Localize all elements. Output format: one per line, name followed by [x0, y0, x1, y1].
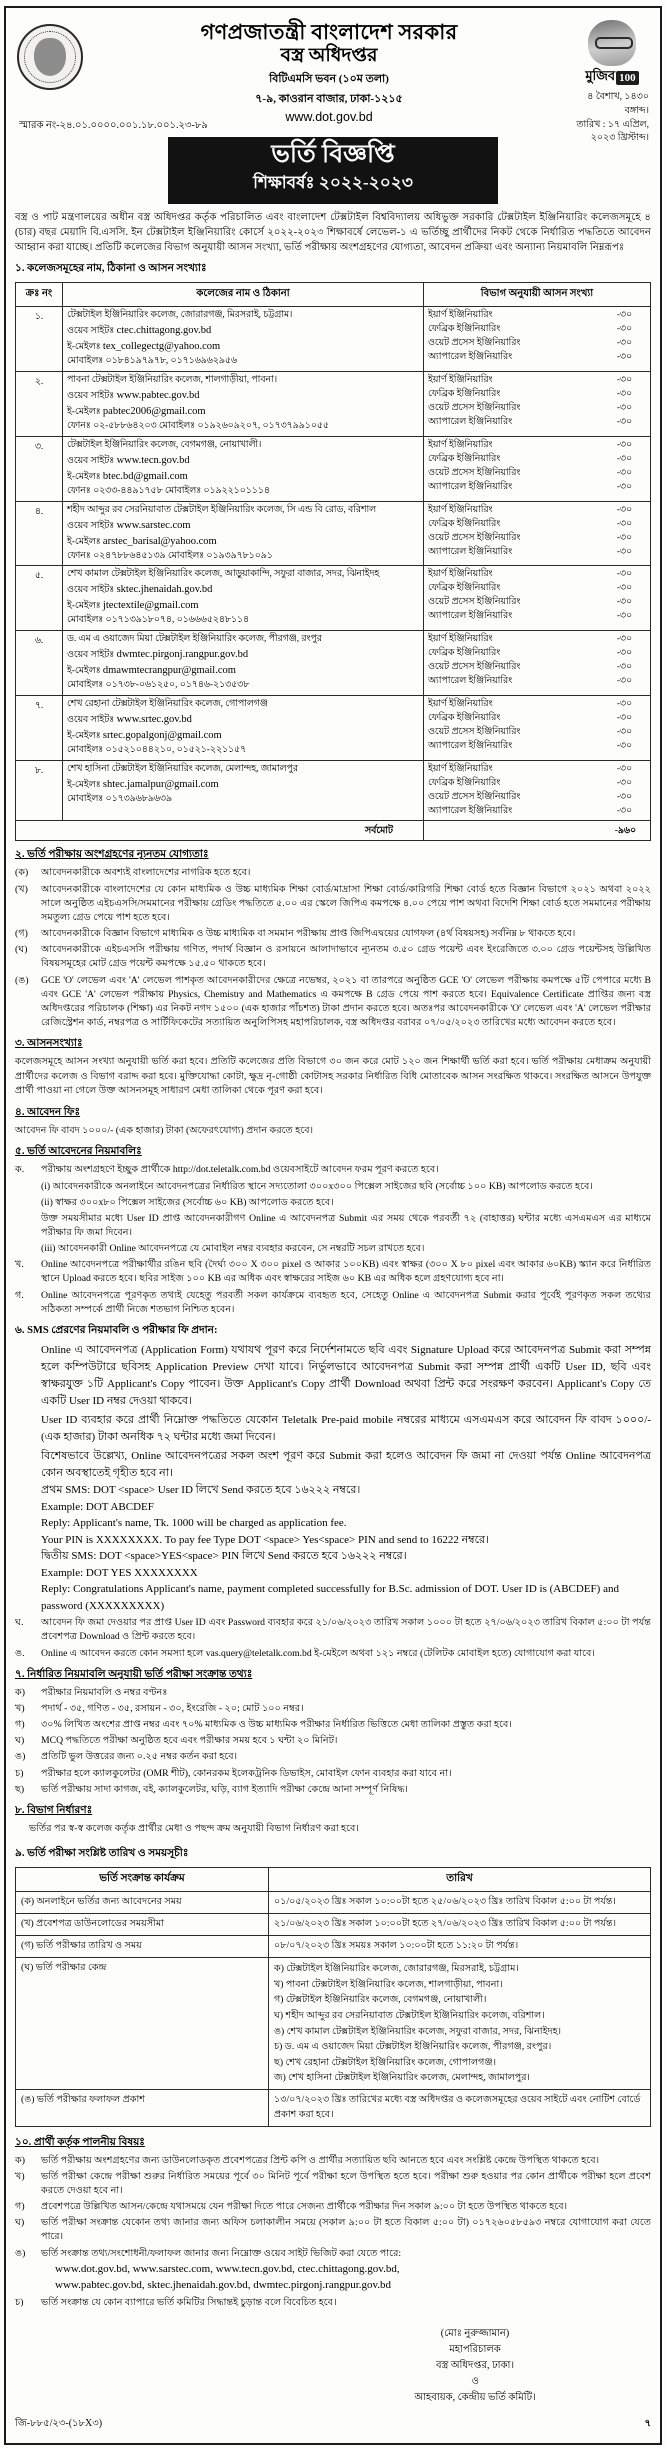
item-text: (i) আবেদনকারীকে অনলাইনে আবেদনপত্রের নির্ধারিত স্থানে সদ্যতোলা ৩০০x৩০০ পিক্সেল সাইজের ছবি (সর্বোচ্চ ১০০ KB) আপলোড করতে হবে।: [41, 1180, 593, 1192]
seat-row: ইয়ার্ণ ইঞ্জিনিয়ারিং -৩০: [428, 698, 632, 709]
sms-paragraph-2: User ID ব্যবহার করে প্রার্থী নিম্নোক্ত পদ্ধতিতে যেকোন Teletalk Pre-paid mobile নম্বরের মাধ্যমে এসএমএস করে আবেদন ফি বাবদ ১০০০/- (এক হাজার) টাকা অনধিক ৭২ ঘন্টার মধ্যে জমা দিবেন।: [41, 1414, 651, 1444]
seat-row: অ্যাপারেল ইঞ্জিনিয়ারিং -৩০: [428, 481, 632, 492]
schedule-activity: (খ) প্রবেশপত্র ডাউনলোডের সময়সীমা: [16, 1914, 269, 1936]
college-contact: মোবাইলঃ ০১৭৩৯৬৮৯৬৩৯: [67, 793, 172, 804]
list-item: [15, 1258, 651, 1286]
item-marker: ক.: [15, 1164, 25, 1176]
cell-seats: [424, 760, 651, 821]
exam-center-item: ঘ) শহীদ আব্দুর রব সেরনিয়াবাত টেক্সটাইল ইঞ্জিনিয়ারিং কলেজ, বরিশাল।: [274, 2010, 545, 2021]
item-text: GCE 'O' লেভেল এবং 'A' লেভেল পাশকৃত আবেদনকারীদের ক্ষেত্রে নভেম্বর, ২০২১ বা তারপরে অনুষ্ঠিত GCE 'O' লেভেল পরীক্ষায় কমপক্ষে ৫টি পেপারে মধ্যে B এবং GCE 'A' লেভেল পরীক্ষায় Physics, Chemistry and Mathematics এ কমপক্ষে B গ্রেড পেয়ে পাশ করতে হবে। Equivalence Certificate প্রাপ্তির জন্য বস্ত্র অধিদপ্তরের পরিচালক (শিক্ষা) এর নিকট নগদ ১৫০০ (এক হাজার পাঁচশত) টাকা প্রদান করতে হবে। অতঃপর আবেদনকারীকে 'O' লেভেল এবং 'A' লেভেল পরীক্ষার রেজিস্ট্রেশন কার্ড, নম্বরপত্র ও সার্টিফিকেটের সত্যায়িত অনুলিপিসহ মহাপরিচালক, বস্ত্র অধিদপ্তর বরাবর ০৭/০৫/২০২৩ তারিখের মধ্যে আবেদন করতে হবে।: [41, 974, 651, 1029]
item-marker: ঘ): [15, 2217, 25, 2229]
table-row: [16, 501, 651, 566]
item-text: আবেদনকারীকে এইচএসসি পরীক্ষায় গণিত, পদার্থ বিজ্ঞান ও রসায়নে আলাদাভাবে ন্যূনতম ৩.৫০ গ্রেড পয়েন্ট এবং ইংরেজিতে ৩.০০ গ্রেড পয়েন্টসহ উল্লিখিত বিষয়সমূহের মোট গ্রেড পয়েন্ট কমপক্ষে ১৫.৫০ থাকতে হবে।: [41, 944, 651, 970]
intro-paragraph: বস্ত্র ও পাট মন্ত্রণালয়ের অধীন বস্ত্র অধিদপ্তর কর্তৃক পরিচালিত এবং বাংলাদেশ টেক্সটাইল বিশ্ববিদ্যালয় অধিভুক্ত সরকারি টেক্সটাইল ইঞ্জিনিয়ারিং কলেজসমূহে ৪ (চার) বছর মেয়াদি বি.এসসি. ইন টেক্সটাইল ইঞ্জিনিয়ারিং কোর্সে ২০২২-২০২৩ শিক্ষাবর্ষে লেভেল-১ এ ভর্তিচ্ছু প্রার্থীদের নিকট থেকে নির্ধারিত পদ্ধতিতে আবেদন আহ্বান করা যাচ্ছে। প্রতিটি কলেজের বিভাগ অনুযায়ী আসন সংখ্যা, ভর্তি পরীক্ষায় অংশগ্রহণের যোগ্যতা, আবেদন প্রক্রিয়া এবং অন্যান্য নিয়মাবলি নিম্নরূপঃ: [15, 211, 651, 254]
item-text: আবেদনকারীকে বিজ্ঞান বিভাগে মাধ্যমিক ও উচ্চ মাধ্যমিক বা সমমান পরীক্ষায় প্রাপ্ত জিপিএদ্বয়ের যোগফল (৪র্থ বিষয়সহ) সর্বনিম্ন ৮ থাকতে হবে।: [41, 928, 576, 940]
seat-row: ফেব্রিক ইঞ্জিনিয়ারিং -৩০: [428, 583, 632, 594]
list-item: [15, 1734, 651, 1748]
seat-row: অ্যাপারেল ইঞ্জিনিয়ারিং -৩০: [428, 352, 632, 363]
cell-seats: [424, 501, 651, 566]
list-item: [15, 1702, 651, 1716]
college-website: ওয়েব সাইটঃ www.pabtec.gov.bd: [67, 390, 200, 402]
cell-serial: ১.: [16, 307, 63, 372]
item-marker: [15, 1242, 41, 1256]
item-marker: (গ): [15, 928, 28, 940]
item-text: পরীক্ষার হলে ক্যালকুলেটর (OMR শীট), কোনরকম ইলেকট্রনিক ডিভাইস, মোবাইল ফোন ব্যবহার করা যাবে না।: [41, 1767, 452, 1779]
item-text: (ii) স্বাক্ষর ৩০০x৮০ পিক্সেল সাইজের (সর্বোচ্চ ৬০ KB) আপলোড করতে হবে।: [41, 1196, 334, 1208]
schedule-date: ০১/০৫/২০২৩ খ্রিঃ সকাল ১০:০০টা হতে ২৫/০৬/২০২৩ খ্রিঃ তারিখ বিকাল ৫:০০ টা পর্যন্ত।: [269, 1892, 651, 1914]
signature-block: [325, 2326, 625, 2406]
total-row: [16, 821, 651, 841]
list-item: [15, 1163, 651, 1177]
college-name: ড. এম এ ওয়াজেদ মিয়া টেক্সটাইল ইঞ্জিনিয়ারিং কলেজ, পীরগঞ্জ, রংপুর: [67, 634, 322, 645]
eligibility-list: [15, 866, 651, 1030]
list-item: [15, 1750, 651, 1764]
header-text-block: [83, 18, 575, 124]
list-item: [15, 974, 651, 1031]
seat-row: ইয়ার্ণ ইঞ্জিনিয়ারিং -৩০: [428, 310, 632, 321]
section-3-text: কলেজসমূহে আসন সংখ্যা অনুযায়ী ভর্তি করা হবে। প্রতিটি কলেজের প্রতি বিভাগে ৩০ জন করে মোট ১২০ জন শিক্ষার্থী ভর্তি করা হবে। ভর্তি পরীক্ষায় মেধাক্রম অনুযায়ী প্রার্থীদের কলেজ ও বিভাগ বরাদ্দ করা হবে। মুক্তিযোদ্ধা কোটা, ক্ষুদ্র নৃ-গোষ্ঠী কোটাসহ সরকার নির্ধারিত বিধি মোতাবেক আসন সংরক্ষিত থাকবে। সংরক্ষিত আসনে উপযুক্ত প্রার্থী পাওয়া না গেলে উক্ত আসনসমূহ সাধারণ মেধা তালিকা থেকে পূরণ করা হবে।: [15, 1056, 651, 1097]
section-4-text: আবেদন ফি বাবদ ১০০০/- (এক হাজার) টাকা (অফেরৎযোগ্য) প্রদান করতে হবে।: [15, 1124, 314, 1136]
list-item: [15, 1180, 651, 1194]
list-item: [15, 943, 651, 971]
seat-row: অ্যাপারেল ইঞ্জিনিয়ারিং -৩০: [428, 611, 632, 622]
exam-center-item: ছ) শেখ রেহানা টেক্সটাইল ইঞ্জিনিয়ারিং কলেজ, গোপালগঞ্জ।: [274, 2056, 497, 2068]
sms-example-line: দ্বিতীয় SMS: DOT <space>YES<space> PIN লিখে Send করতে হবে ১৬২২২ নম্বরে।: [41, 1550, 407, 1563]
application-rules-list: [15, 1163, 651, 1317]
department-name: বস্ত্র অধিদপ্তর: [280, 45, 378, 67]
item-text: উক্ত সময়সীমার মধ্যে User ID প্রাপ্ত আবেদনকারীগণ Online এ আবেদনপত্র Submit এর সময় থেকে পরবর্তী ৭২ (বাহাত্তর) ঘন্টার মধ্যে এসএমএস এর মাধ্যমে পরীক্ষার ফি জমা দিবেন।: [41, 1212, 651, 1238]
list-item: [15, 2296, 651, 2310]
college-contact: মোবাইলঃ ০১৭১৩৯১৮০৭৪, ০১৬৬৬৫২৪৮১১৪: [67, 615, 250, 626]
cell-college-info: [63, 631, 424, 696]
table-row: [16, 436, 651, 501]
list-item: [15, 1783, 651, 1797]
col-seats: বিভাগ অনুযায়ী আসন সংখ্যা: [424, 283, 651, 307]
item-marker: ঙ): [15, 1751, 26, 1763]
notice-title-banner: [168, 137, 498, 204]
college-name: টেক্সটাইল ইঞ্জিনিয়ারিং কলেজ, বেগমগঞ্জ, নোয়াখালী।: [67, 439, 262, 450]
cell-serial: ৬.: [16, 631, 63, 696]
result-website-line-2: www.pabtec.gov.bd, sktec.jhenaidah.gov.bd, dwmtec.pirgonj.rangpur.gov.bd: [55, 2279, 392, 2292]
cell-serial: ৪.: [16, 501, 63, 566]
seat-row: ওয়েট প্রসেস ইঞ্জিনিয়ারিং -৩০: [428, 467, 632, 478]
college-website: ওয়েব সাইটঃ ctec.chittagong.gov.bd: [67, 325, 212, 337]
schedule-row: [16, 2089, 651, 2126]
seat-row: অ্যাপারেল ইঞ্জিনিয়ারিং -৩০: [428, 546, 632, 557]
table-header-row: [16, 283, 651, 307]
item-text: আবেদনকারীকে বাংলাদেশের যে কোন মাধ্যমিক ও উচ্চ মাধ্যমিক শিক্ষা বোর্ড/মাদ্রাসা শিক্ষা বোর্ড/কারিগরি শিক্ষা বোর্ড হতে বিজ্ঞান বিভাগে ২০২১ অথবা ২০২২ সালে অনুষ্ঠিত এইচএসসি/সমমানের পরীক্ষায় গ্রেডিং পদ্ধতিতে ৫.০০ এর স্কেলে জিপিএ কমপক্ষে ৪.০০ পেয়ে পাশ অথবা বিদেশি শিক্ষা বোর্ড হতে সমমানের পরীক্ষায় সমতুল্য গ্রেড পেয়ে পাশ হতে হবে।: [41, 883, 651, 923]
schedule-date: ১৩/০৭/২০২৩ খ্রিঃ তারিখের মধ্যে বস্ত্র অধিদপ্তর ও কলেজসমূহের ওয়েব সাইটে এবং নোটিশ বোর্ডে প্রকাশ করা হবে।: [269, 2089, 651, 2126]
schedule-date: ০৮/০৭/২০২৩ খ্রিঃ সময়ঃ সকাল ১০:০০টা হতে ১১:২০ টা পর্যন্ত।: [269, 1936, 651, 1958]
college-contact: ফোনঃ ০২-৫৮৮৬৪২০৩ মোবাইলঃ ০১৯২৬০৯২০৭, ০১৭৩৭৯৯১০৫৫: [67, 421, 329, 432]
exam-center-item: গ) টেক্সটাইল ইঞ্জিনিয়ারিং কলেজ, বেগমগঞ্জ, নোয়াখালী।: [274, 1994, 487, 2006]
official-website: www.dot.gov.bd: [285, 109, 373, 124]
seat-row: ওয়েট প্রসেস ইঞ্জিনিয়ারিং -৩০: [428, 791, 632, 802]
item-marker: (খ): [15, 883, 28, 895]
colleges-table: [15, 282, 651, 841]
item-text: ভর্তি পরীক্ষা কেন্দ্রে পরীক্ষা শুরুর নির্ধারিত সময়ের পূর্বে ৩০ মিনিট পূর্বে পরীক্ষা হলে উপস্থিত হতে হবে। পরীক্ষা শুরু হওয়ার পর কোন প্রার্থীকে পরীক্ষা হলে প্রবেশ করতে দেওয়া হবে না।: [41, 2170, 651, 2196]
office-address: ৭-৯, কাওরান বাজার, ঢাকা-১২১৫: [255, 92, 403, 105]
item-marker: [15, 1196, 41, 1210]
notice-sheet: [4, 6, 662, 2445]
item-text: ভর্তি পরীক্ষা সংক্রান্ত যেকোন তথ্য জানার জন্য অফিস চলাকালীন সময়ে (সকাল ৯:০০ টা হতে বিকাল ৫:০০ টা) ০১৭২৬০৫৮৫৯৩ নম্বরে যোগাযোগ করা যেতে পারে।: [41, 2217, 651, 2243]
schedule-activity: (গ) ভর্তি পরীক্ষার তারিখ ও সময়: [16, 1936, 269, 1958]
list-item: [15, 1289, 651, 1317]
item-marker: ক): [15, 1686, 26, 1698]
signatory-office: বস্ত্র অধিদপ্তর, ঢাকা।: [435, 2359, 515, 2371]
exam-center-item: ঙ) শেখ কামাল টেক্সটাইল ইঞ্জিনিয়ারিং কলেজ, সফুরা বাজার, সদর, ঝিনাইদহ।: [274, 2025, 562, 2037]
item-text: প্রতিটি ভুল উত্তরের জন্য ০.২৫ নম্বর কর্তন করা হবে।: [41, 1751, 238, 1763]
item-marker: ঙ): [15, 2247, 26, 2259]
college-name: শেখ রেহানা টেক্সটাইল ইঞ্জিনিয়ারিং কলেজ, গোপালগঞ্জ: [67, 698, 268, 709]
memo-number: স্মারক নং-২৪.০১.০০০০.০০১.১৮.০০১.২৩-৮৯: [19, 120, 208, 132]
cell-college-info: [63, 566, 424, 631]
building-name: বিটিএমসি ভবন (১০ম তলা): [269, 72, 389, 85]
col-date: তারিখ: [269, 1868, 651, 1892]
item-marker: গ): [15, 2201, 25, 2213]
cell-college-info: [63, 436, 424, 501]
item-marker: [15, 1212, 41, 1240]
sms-example-block: [15, 1482, 651, 1614]
sms-paragraph-3: বিশেষভাবে উল্লেখ্য, Online আবেদনপত্রের সকল অংশ পূরণ করে Submit করা হলেও আবেদন ফি জমা না দেওয়া পর্যন্ত Online আবেদনপত্র কোন অবস্থাতেই গৃহীত হবে না।: [41, 1450, 651, 1480]
item-marker: খ): [15, 1702, 25, 1714]
cell-serial: ৫.: [16, 566, 63, 631]
section-5-heading: ৫. ভর্তি আবেদনের নিয়মাবলিঃ: [15, 1146, 142, 1158]
seat-row: ফেব্রিক ইঞ্জিনিয়ারিং -৩০: [428, 453, 632, 464]
schedule-header-row: [16, 1868, 651, 1892]
schedule-date: ২১/০৬/২০২৩ খ্রিঃ সকাল ১০:০০টা হতে ২৭/০৬/২০২৩ খ্রিঃ তারিখ বিকাল ৫:০০ টা পর্যন্ত।: [269, 1914, 651, 1936]
seat-row: ওয়েট প্রসেস ইঞ্জিনিয়ারিং -৩০: [428, 403, 632, 414]
section-1-heading: ১. কলেজসমূহের নাম, ঠিকানা ও আসন সংখ্যাঃ: [15, 263, 207, 275]
sms-example-line: Reply: Applicant's name, Tk. 1000 will be charged as application fee.: [41, 1517, 347, 1530]
table-row: [16, 372, 651, 437]
college-name: শহীদ আব্দুর রব সেরনিয়াবাত টেক্সটাইল ইঞ্জিনিয়ারিং কলেজ, সি এন্ড বি রোড, বরিশাল: [67, 504, 377, 515]
schedule-row: [16, 1936, 651, 1958]
college-email: ই-মেইলঃ srtec.gopalgonj@gmail.com: [67, 729, 222, 741]
seat-row: ওয়েট প্রসেস ইঞ্জিনিয়ারিং -৩০: [428, 532, 632, 543]
item-marker: চ): [15, 1767, 24, 1779]
seat-row: ওয়েট প্রসেস ইঞ্জিনিয়ারিং -৩০: [428, 597, 632, 608]
date-block: [575, 91, 649, 146]
section-6-heading: ৬. SMS প্রেরণের নিয়মাবলি ও পরীক্ষার ফি প্রদান:: [15, 1324, 218, 1336]
exam-center-item: ক) টেক্সটাইল ইঞ্জিনিয়ারিং কলেজ, জোরারগঞ্জ, মিরসরাই, চট্টগ্রাম।: [274, 1963, 519, 1975]
list-item: [15, 883, 651, 925]
seat-row: ফেব্রিক ইঞ্জিনিয়ারিং -৩০: [428, 518, 632, 529]
cell-serial: ৮.: [16, 760, 63, 821]
sms-example-line: Your PIN is XXXXXXXX. To pay fee Type DOT <space> Yes<space> PIN and send to 16222 নম্বরে।: [41, 1533, 490, 1546]
schedule-activity: (ঙ) ভর্তি পরীক্ষার ফলাফল প্রকাশ: [16, 2089, 269, 2126]
list-item: [15, 866, 651, 880]
signatory-role: আহবায়ক, কেন্দ্রীয় ভর্তি কমিটি।: [414, 2391, 536, 2403]
total-value: -৯৬০: [424, 821, 651, 841]
list-item: [15, 1242, 651, 1256]
list-item: [15, 927, 651, 941]
seat-row: অ্যাপারেল ইঞ্জিনিয়ারিং -৩০: [428, 740, 632, 751]
item-text: ভর্তি সংক্রান্ত যে কোন ব্যাপারে ভর্তি কমিটির সিদ্ধান্তই চুড়ান্ত বলে বিবেচিত হবে।: [41, 2296, 337, 2308]
government-name: গণপ্রজাতন্ত্রী বাংলাদেশ সরকার: [200, 20, 458, 44]
table-row: [16, 695, 651, 760]
item-marker: ঙ.: [15, 1647, 25, 1659]
item-marker: খ): [15, 2170, 25, 2182]
schedule-activity: (ঘ) ভর্তি পরীক্ষার কেন্দ্র: [16, 1958, 269, 2089]
seat-row: ওয়েট প্রসেস ইঞ্জিনিয়ারিং -৩০: [428, 338, 632, 349]
college-email: ই-মেইলঃ pabtec2006@gmail.com: [67, 406, 206, 418]
item-marker: গ): [15, 1719, 25, 1731]
item-text: ৩০% লিখিত অংশের প্রাপ্ত নম্বর এবং ৭০% মাধ্যমিক ও উচ্চ মাধ্যমিক পরীক্ষার নির্ধারিত ভিত্তিতে মেধা তালিকা প্রস্তুত করা হবে।: [41, 1719, 512, 1731]
item-marker: গ.: [15, 1289, 24, 1301]
exam-center-item: খ) পাবনা টেক্সটাইল ইঞ্জিনিয়ারিং কলেজ, শালগাড়ীয়া, পাবনা।: [274, 1978, 503, 1990]
cell-seats: [424, 631, 651, 696]
college-name: শেখ হাসিনা টেক্সটাইল ইঞ্জিনিয়ারিং কলেজ, মেলান্দহ, জামালপুর: [67, 763, 298, 774]
col-serial: ক্রঃ নং: [16, 283, 63, 307]
list-item: [15, 2154, 651, 2168]
list-item: [15, 1647, 651, 1661]
seat-row: ইয়ার্ণ ইঞ্জিনিয়ারিং -৩০: [428, 569, 632, 580]
college-email: ই-মেইলঃ arstec_barisal@yahoo.com: [67, 535, 217, 547]
seat-row: ইয়ার্ণ ইঞ্জিনিয়ারিং -৩০: [428, 504, 632, 515]
cell-college-info: [63, 501, 424, 566]
sms-example-line: Reply: Congratulations Applicant's name, payment completed successfully for B.Sc. admission of DOT. User ID is (ABCDEF) and password (XXXXXXXXX): [41, 1583, 619, 1612]
list-item: [15, 2170, 651, 2198]
schedule-date: [269, 1958, 651, 2089]
schedule-table: [15, 1867, 651, 2126]
seat-row: ইয়ার্ণ ইঞ্জিনিয়ারিং -৩০: [428, 439, 632, 450]
cell-college-info: [63, 760, 424, 821]
section-10-heading: ১০. প্রার্থী কর্তৃক পালনীয় বিষয়ঃ: [15, 2136, 145, 2148]
list-item: [15, 2200, 651, 2214]
notice-title: ভর্তি বিজ্ঞপ্তি: [271, 141, 395, 169]
sms-example-line: Example: DOT YES XXXXXXXX: [41, 1566, 198, 1579]
cell-seats: [424, 307, 651, 372]
seat-row: ওয়েট প্রসেস ইঞ্জিনিয়ারিং -৩০: [428, 726, 632, 737]
section-8-heading: ৮. বিভাগ নির্ধারণঃ: [15, 1804, 93, 1816]
seat-row: ইয়ার্ণ ইঞ্জিনিয়ারিং -৩০: [428, 763, 632, 774]
college-website: ওয়েব সাইটঃ www.sarstec.com: [67, 519, 191, 531]
item-text: ভর্তি পরীক্ষায় সাদা কাগজ, বই, ক্যালকুলেটর, ঘড়ি, ব্যাগ ইত্যাদি পরীক্ষা কেন্দ্রে আনা সম্পূর্ণ নিষিদ্ধ।: [41, 1783, 408, 1795]
list-item: [15, 1196, 651, 1210]
seat-row: ফেব্রিক ইঞ্জিনিয়ারিং -৩০: [428, 389, 632, 400]
footer-row: [15, 2416, 651, 2433]
item-text: পরীক্ষায় অংশগ্রহণে ইচ্ছুক প্রার্থীকে http://dot.teletalk.com.bd ওয়েবসাইটে আবেদন ফরম পূরণ করতে হবে।: [41, 1164, 439, 1176]
college-email: ই-মেইলঃ shtec.jamalpur@gmail.com: [67, 778, 219, 790]
item-marker: (ঙ): [15, 974, 29, 986]
college-name: টেক্সটাইল ইঞ্জিনিয়ারিং কলেজ, জোরারগঞ্জ, মিরসরাই, চট্টগ্রাম।: [67, 310, 293, 321]
college-email: ই-মেইলঃ dmawmtecrangpur@gmail.com: [67, 665, 236, 677]
college-contact: মোবাইলঃ ০১৫২১০৪৪২১০, ০১৫২১-২২১১৫৭: [67, 744, 247, 755]
item-text: ভর্তি সংক্রান্ত তথ্য/সংশোধনী/ফলাফল জানার জন্য নিম্নোক্ত ওয়েব সাইট ভিজিট করা যেতে পারে:: [41, 2247, 402, 2259]
exam-rules-list: [15, 1686, 651, 1797]
item-text: আবেদনকারীকে অবশ্যই বাংলাদেশের নাগরিক হতে হবে।: [41, 867, 251, 879]
cell-college-info: [63, 372, 424, 437]
exam-center-item: চ) ড. এম এ ওয়াজেদ মিয়া টেক্সটাইল ইঞ্জিনিয়ারিং কলেজ, পীরগঞ্জ, রংপুর।: [274, 2041, 552, 2053]
table-row: [16, 307, 651, 372]
job-code: জি-৮৮৫/২৩-(১৮X৩): [15, 2417, 103, 2429]
seat-row: অ্যাপারেল ইঞ্জিনিয়ারিং -৩০: [428, 417, 632, 428]
list-item: [15, 2247, 651, 2261]
table-row: [16, 631, 651, 696]
college-email: ই-মেইলঃ tex_collegectg@yahoo.com: [67, 341, 221, 353]
list-item: [15, 1686, 651, 1700]
section-9-heading: ৯. ভর্তি পরীক্ষা সংশ্লিষ্ট তারিখ ও সময়সূচীঃ: [15, 1848, 189, 1860]
list-item: [15, 1718, 651, 1732]
section-2-heading: ২. ভর্তি পরীক্ষায় অংশগ্রহণের ন্যূনতম যোগ্যতাঃ: [15, 849, 209, 861]
schedule-activity: (ক) অনলাইনে ভর্তির জন্য আবেদনের সময়: [16, 1892, 269, 1914]
section-6-extra-list: [15, 1616, 651, 1660]
date-bangla: ৪ বৈশাখ, ১৪৩০ বঙ্গাব্দ।: [587, 92, 649, 116]
page-number: ৭: [644, 2417, 651, 2429]
college-contact: ফোনঃ ০২৪৭৮৮৬৪৫১৩৯ মোবাইলঃ ০১৯৩৯৭৮১০৯১: [67, 550, 273, 561]
item-text: ভর্তি পরীক্ষায় অংশগ্রহণের জন্য ডাউনলোডকৃত প্রবেশপত্রের প্রিন্ট কপি ও প্রার্থীর সত্যায়িত ছবি আনতে হবে এবং সংশ্লিষ্ট কেন্দ্রে উপস্থিত থাকতে হবে।: [41, 2154, 600, 2166]
col-college: কলেজের নাম ও ঠিকানা: [63, 283, 424, 307]
seat-row: ইয়ার্ণ ইঞ্জিনিয়ারিং -৩০: [428, 375, 632, 386]
item-marker: ছ): [15, 1783, 25, 1795]
college-website: ওয়েব সাইটঃ dwmtec.pirgonj.rangpur.gov.bd: [67, 649, 249, 661]
cell-seats: [424, 695, 651, 760]
mujib-logo-text: মুজিব 100: [575, 67, 649, 88]
college-name: শেখ কামাল টেক্সটাইল ইঞ্জিনিয়ারিং কলেজ, আড়ুয়াকান্দি, সফুরা বাজার, সদর, ঝিনাইদহ: [67, 569, 380, 580]
cell-seats: [424, 566, 651, 631]
college-contact: মোবাইলঃ ০১৭৩৮-০৬১২৫০, ০১৭৪৬-২১৩৫৩৮: [67, 680, 250, 691]
college-website: ওয়েব সাইটঃ www.tecn.gov.bd: [67, 454, 190, 466]
list-item: [15, 2216, 651, 2244]
item-marker: (ক): [15, 867, 29, 879]
cell-seats: [424, 436, 651, 501]
seat-row: অ্যাপারেল ইঞ্জিনিয়ারিং -৩০: [428, 676, 632, 687]
seat-row: ইয়ার্ণ ইঞ্জিনিয়ারিং -৩০: [428, 634, 632, 645]
date-english: তারিখ : ১৭ এপ্রিল, ২০২৩ খ্রিস্টাব্দ।: [576, 119, 649, 144]
result-website-line-1: www.dot.gov.bd, www.sarstec.com, www.tecn.gov.bd, ctec.chittagong.gov.bd,: [55, 2262, 400, 2275]
college-contact: মোবাইলঃ ০১৮৪১৯৭৯৭৮, ০১৭১৬৯৬২৯৫৬: [67, 356, 237, 367]
mujib-centenary-logo: [575, 18, 649, 146]
seat-row: ওয়েট প্রসেস ইঞ্জিনিয়ারিং -৩০: [428, 662, 632, 673]
item-text: Online এ আবেদন করতে কোন সমস্যা হলে vas.query@teletalk.com.bd ই-মেইলে অথবা ১২১ নম্বরে (টেলিটক মোবাইল হতে) যোগাযোগ করা যাবে।: [41, 1647, 595, 1659]
schedule-row: [16, 1958, 651, 2089]
section-8-text: ভর্তির পর স্ব-স্ব কলেজ কর্তৃক প্রার্থীর মেধা ও পছন্দ ক্রম অনুযায়ী বিভাগ নির্ধারণ করা হবে।: [29, 1822, 359, 1834]
list-item: [15, 1767, 651, 1781]
college-email: ই-মেইলঃ jtectextile@gmail.com: [67, 600, 199, 612]
cell-college-info: [63, 695, 424, 760]
item-marker: চ): [15, 2296, 24, 2308]
seat-row: ফেব্রিক ইঞ্জিনিয়ারিং -৩০: [428, 712, 632, 723]
cell-serial: ৩.: [16, 436, 63, 501]
seat-row: ফেব্রিক ইঞ্জিনিয়ারিং -৩০: [428, 777, 632, 788]
section-4-heading: ৪. আবেদন ফিঃ: [15, 1106, 81, 1118]
item-text: আবেদন ফি জমা দেওয়ার পর প্রাপ্ত User ID এবং Password ব্যবহার করে ২১/০৬/২০২৩ তারিখ সকাল ১০০০ টা হতে ২৭/০৬/২০২৩ তারিখ বিকাল ৫:০০ টা পর্যন্ত প্রবেশপত্র Download ও প্রিন্ট করতে হবে।: [41, 1617, 651, 1643]
cell-seats: [424, 372, 651, 437]
government-seal-icon: [17, 24, 83, 90]
signatory-conjunction: ও: [471, 2375, 479, 2387]
schedule-row: [16, 1914, 651, 1936]
college-website: ওয়েব সাইটঃ www.srtec.gov.bd: [67, 713, 192, 725]
sms-paragraph-1: Online এ আবেদনপত্র (Application Form) যথাযথ পূরণ করে নির্দেশনামতে ছবি এবং Signature Upload করে আবেদনপত্র Submit করা সম্পন্ন হলে কম্পিউটারে ছবিসহ Application Preview দেখা যাবে। নির্ভুলভাবে আবেদনপত্র Submit করা সম্পন্ন প্রার্থী একটি User ID, ছবি এবং স্বাক্ষরযুক্ত ১টি Applicant's Copy পাবেন। উক্ত Applicant's Copy প্রার্থী Download অথবা প্রিন্ট করে সংরক্ষণ করবেন। Applicant's Copy তে একটি User ID নম্বর দেওয়া থাকবে।: [41, 1343, 651, 1408]
item-marker: (ঘ): [15, 944, 28, 956]
schedule-row: [16, 1892, 651, 1914]
academic-session: শিক্ষাবর্ষঃ ২০২২-২০২৩: [253, 172, 413, 192]
college-website: ওয়েব সাইটঃ sktec.jhenaidah.gov.bd: [67, 584, 213, 596]
college-email: ই-মেইলঃ btec.bd@gmail.com: [67, 470, 188, 482]
seat-row: অ্যাপারেল ইঞ্জিনিয়ারিং -৩০: [428, 805, 632, 816]
item-marker: খ.: [15, 1259, 24, 1271]
seat-row: ফেব্রিক ইঞ্জিনিয়ারিং -৩০: [428, 648, 632, 659]
item-marker: ক): [15, 2154, 26, 2166]
candidate-instructions-list: [15, 2154, 651, 2310]
total-label: সর্বমোট: [16, 821, 424, 841]
item-text: (iii) আবেদনকারী Online আবেদনপত্রে যে মোবাইল নম্বর ব্যবহার করবেন, সে নম্বরটি সচল রাখতে হবে।: [41, 1243, 425, 1255]
table-row: [16, 760, 651, 821]
item-text: MCQ পদ্ধতিতে পরীক্ষা অনুষ্ঠিত হবে এবং পরীক্ষার সময় হবে ১ ঘন্টা ২০ মিনিট।: [41, 1735, 338, 1747]
item-text: প্রবেশপত্রে উল্লিখিত আসন/কেন্দ্রে যথাসময়ে যেন পরীক্ষা দিতে পারে সেজন্য প্রার্থীকে পরীক্ষার দিন সকাল ৯:০০ টা হতে উপস্থিত থাকতে হবে।: [41, 2201, 568, 2213]
item-text: পরীক্ষার নিয়মাবলি ও নম্বর বণ্টনঃ: [41, 1686, 168, 1698]
sms-example-line: প্রথম SMS: DOT <space> User ID লিখে Send করতে হবে ১৬২২২ নম্বরে।: [41, 1484, 361, 1497]
signatory-name: (মোঃ নুরুজ্জামান): [440, 2327, 510, 2339]
item-marker: ঘ): [15, 1735, 25, 1747]
college-contact: ফোনঃ ০২৩৩-৪৪৯১৭৫৮ মোবাইলঃ ০১৯২২১০১১১৪: [67, 485, 270, 496]
cell-college-info: [63, 307, 424, 372]
col-activity: ভর্তি সংক্রান্ত কার্যক্রম: [16, 1868, 269, 1892]
sms-example-line: Example: DOT ABCDEF: [41, 1500, 154, 1513]
signatory-title: মহাপরিচালক: [449, 2343, 501, 2355]
item-marker: ঘ.: [15, 1617, 24, 1629]
section-7-heading: ৭. নির্ধারিত নিয়মাবলি অনুযায়ী ভর্তি পরীক্ষা সংক্রান্ত তথ্যঃ: [15, 1668, 253, 1680]
exam-center-item: জ) শেখ হাসিনা টেক্সটাইল ইঞ্জিনিয়ারিং কলেজ, মেলান্দহ, জামালপুর।: [274, 2072, 530, 2084]
section-3-heading: ৩. আসনসংখ্যাঃ: [15, 1038, 83, 1050]
list-item: [15, 1616, 651, 1644]
item-text: পদার্থ - ৩৫, গণিত - ৩৫, রসায়ন - ৩০, ইংরেজি - ২০; মোট ১০০ নম্বর।: [41, 1702, 304, 1714]
list-item: [15, 1212, 651, 1240]
item-text: Online আবেদনপত্রে পূরণকৃত তথ্যই যেহেতু পরবর্তী সকল কার্যক্রমে ব্যবহৃত হবে, সেহেতু Online এ আবেদনপত্র Submit করার পূর্বেই পূরণকৃত সকল তথ্যের সঠিকতা সম্পর্কে প্রার্থী নিজে শতভাগ নিশ্চিত হবেন।: [41, 1289, 651, 1315]
mujib-portrait-icon: [588, 20, 636, 66]
item-text: Online আবেদনপত্রে পরীক্ষার্থীর রঙিন ছবি (দৈর্ঘ্য ৩০০ X ৩০০ pixel ও আকার ১০০KB) এবং স্বাক্ষর (৩০০ X ৮০ pixel এবং আকার ৬০KB) স্ক্যান করে নির্ধারিত স্থানে Upload করতে হবে। ছবির সাইজ ১০০ KB এর অধিক এবং স্বাক্ষরের সাইজ ৬০ KB এর অধিক হলে গ্রহণযোগ্য হবে না।: [41, 1259, 651, 1285]
seat-row: ফেব্রিক ইঞ্জিনিয়ারিং -৩০: [428, 324, 632, 335]
college-name: পাবনা টেক্সটাইল ইঞ্জিনিয়ারিং কলেজ, শালগাড়ীয়া, পাবনা।: [67, 375, 278, 386]
table-row: [16, 566, 651, 631]
cell-serial: ২.: [16, 372, 63, 437]
item-marker: [15, 1180, 41, 1194]
cell-serial: ৭.: [16, 695, 63, 760]
